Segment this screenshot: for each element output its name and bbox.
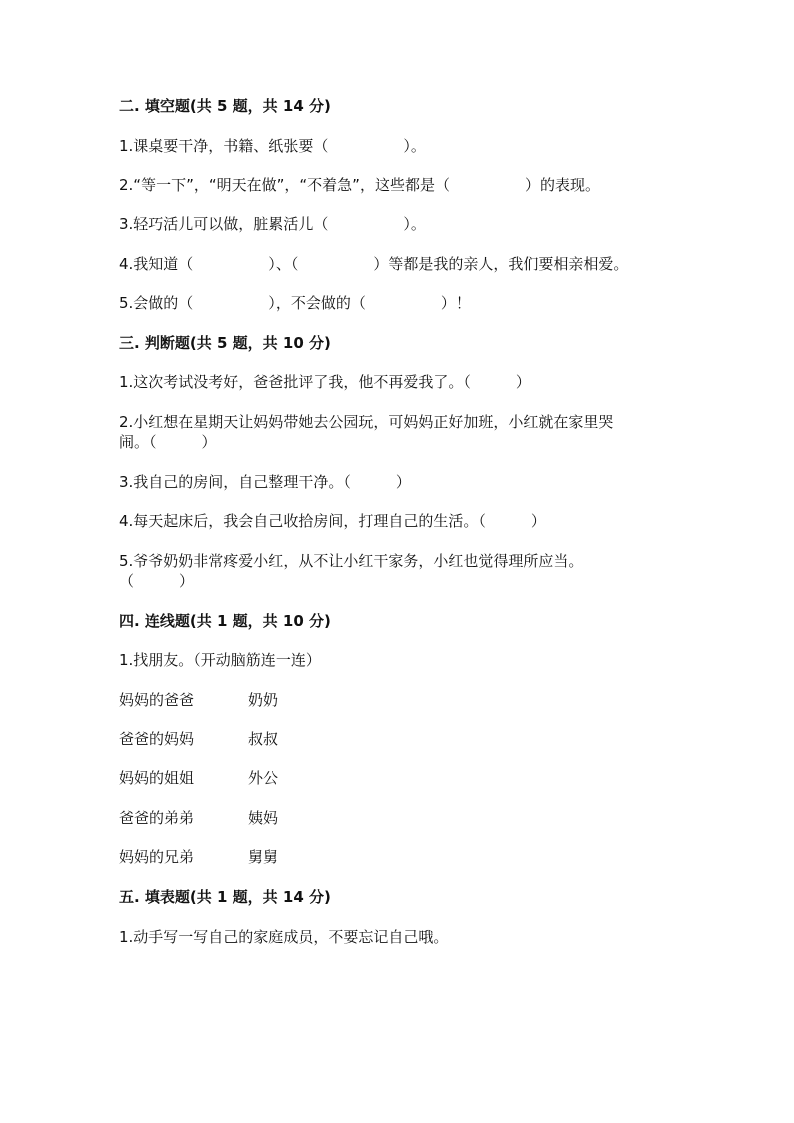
section-3-heading: 三. 判断题(共 5 题，共 10 分) — [119, 334, 331, 352]
section-4-heading: 四. 连线题(共 1 题，共 10 分) — [119, 612, 331, 630]
fill-question-2: 2.“等一下”，“明天在做”，“不着急”，这些都是（ ）的表现。 — [119, 176, 600, 194]
match-right-item: 舅舅 — [248, 848, 279, 866]
judge-question-5-line-1: 5.爷爷奶奶非常疼爱小红，从不让小红干家务，小红也觉得理所应当。 — [119, 552, 584, 570]
match-right-item: 姨妈 — [248, 809, 279, 827]
section-5-heading: 五. 填表题(共 1 题，共 14 分) — [119, 888, 331, 906]
judge-question-5-line-2: （ ） — [119, 572, 195, 590]
judge-question-2-line-1: 2.小红想在星期天让妈妈带她去公园玩，可妈妈正好加班，小红就在家里哭 — [119, 413, 614, 431]
judge-question-3: 3.我自己的房间，自己整理干净。（ ） — [119, 473, 411, 491]
match-right-item: 外公 — [248, 769, 279, 787]
match-left-item: 爸爸的妈妈 — [119, 730, 195, 748]
match-left-item: 妈妈的姐姐 — [119, 769, 195, 787]
match-left-item: 妈妈的兄弟 — [119, 848, 195, 866]
match-left-item: 爸爸的弟弟 — [119, 809, 195, 827]
match-right-item: 叔叔 — [248, 730, 279, 748]
judge-question-1: 1.这次考试没考好，爸爸批评了我，他不再爱我了。（ ） — [119, 373, 531, 391]
match-left-item: 妈妈的爸爸 — [119, 691, 195, 709]
section-2-heading: 二. 填空题(共 5 题，共 14 分) — [119, 97, 331, 115]
fill-question-1: 1.课桌要干净，书籍、纸张要（ ）。 — [119, 137, 426, 155]
table-prompt: 1.动手写一写自己的家庭成员，不要忘记自己哦。 — [119, 928, 449, 946]
judge-question-2-line-2: 闹。（ ） — [119, 433, 217, 451]
fill-question-4: 4.我知道（ ）、（ ）等都是我的亲人，我们要相亲相爱。 — [119, 255, 629, 273]
fill-question-3: 3.轻巧活儿可以做，脏累活儿（ ）。 — [119, 215, 426, 233]
judge-question-4: 4.每天起床后，我会自己收拾房间，打理自己的生活。（ ） — [119, 512, 546, 530]
match-right-item: 奶奶 — [248, 691, 279, 709]
fill-question-5: 5.会做的（ ），不会做的（ ）！ — [119, 294, 471, 312]
matching-prompt: 1.找朋友。（开动脑筋连一连） — [119, 651, 321, 669]
